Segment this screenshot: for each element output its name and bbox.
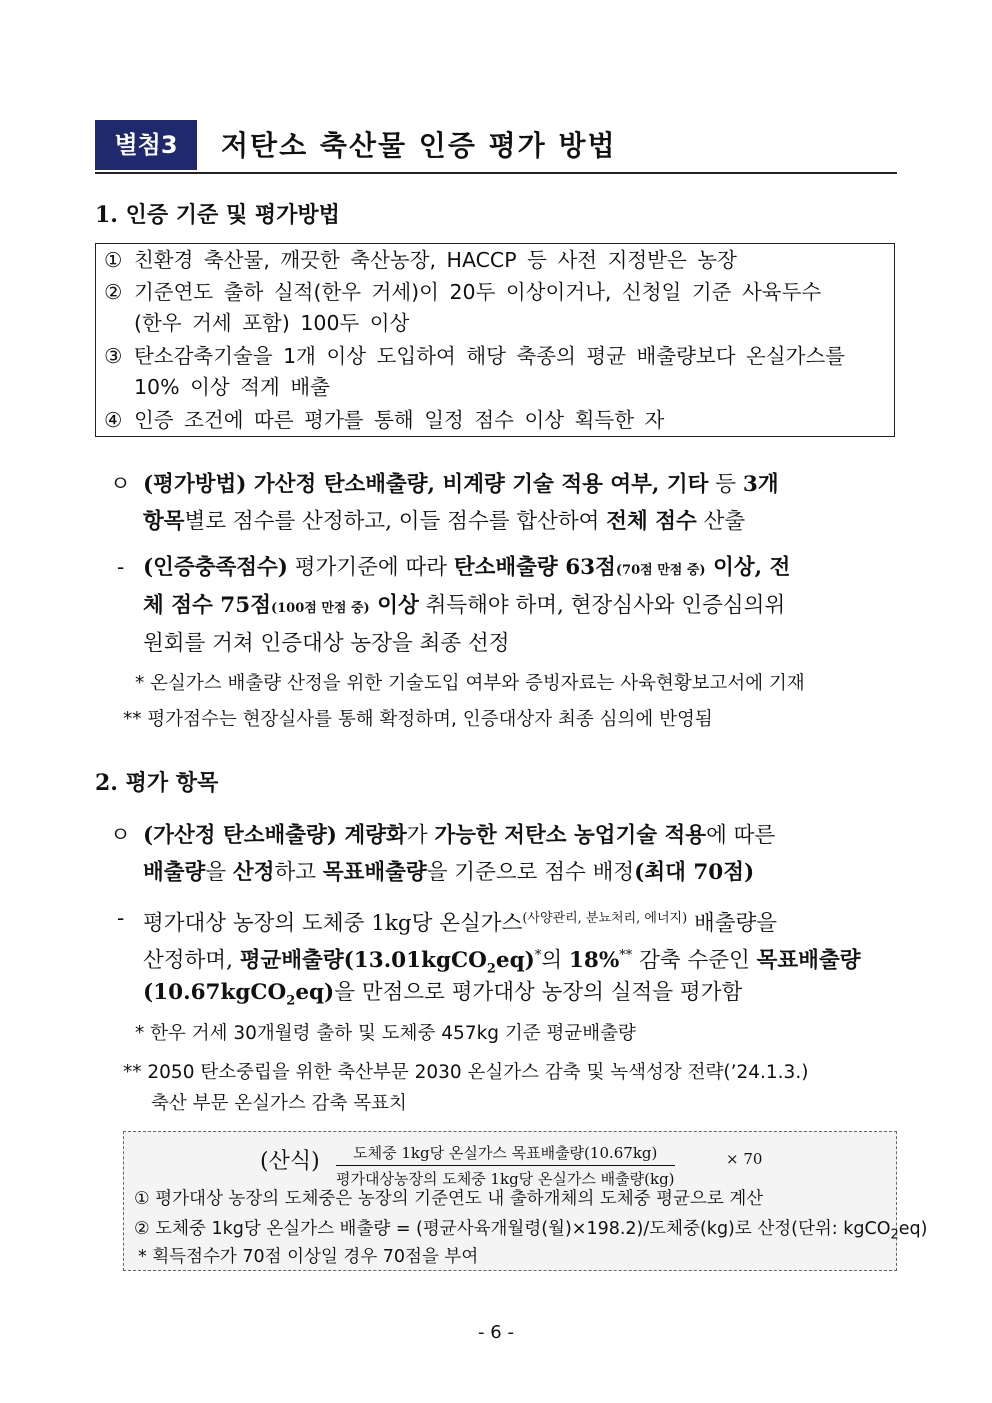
formula-note-1: ① 평가대상 농장의 도체중은 농장의 기준연도 내 출하개체의 도체중 평균으로 계산	[134, 1189, 764, 1209]
criteria-box	[95, 243, 895, 437]
criteria-item-3-cont: 10% 이상 적게 배출	[134, 375, 330, 399]
method-bullet: ㅇ	[110, 472, 131, 497]
section-2-note-1: * 한우 거세 30개월령 출하 및 도체중 457kg 기준 평균배출량	[135, 1023, 636, 1044]
formula-note-2: ② 도체중 1kg당 온실가스 배출량 = (평균사육개월령(월)×198.2)/도체중(kg)로 산정(단위: kgCO$_2$eq)	[134, 1219, 928, 1243]
item-line-1: (가산정 탄소배출량) 계량화가 가능한 저탄소 농업기술 적용에 따른	[143, 823, 776, 848]
formula-label: (산식)	[260, 1149, 320, 1174]
formula-fraction	[336, 1142, 675, 1189]
threshold-line-1: (인증충족점수) 평가기준에 따라 탄소배출량 63점(70점 만점 중) 이상, 전	[143, 555, 791, 580]
page-header	[95, 118, 897, 174]
detail-line-2: 산정하며, 평균배출량(13.01kgCO$_2$eq)*의 18%** 감축 수준인 목표배출량	[143, 948, 861, 977]
threshold-dash: -	[117, 555, 125, 580]
attachment-badge: 별첨3	[95, 120, 197, 170]
detail-line-1: 평가대상 농장의 도체중 1kg당 온실가스$^{(사양관리, 분뇨처리, 에너지)}$ 배출량을	[143, 911, 778, 937]
page-number: - 6 -	[478, 1322, 514, 1343]
section-1-heading: 1. 인증 기준 및 평가방법	[95, 202, 340, 228]
formula-denominator: 평가대상농장의 도체중 1kg당 온실가스 배출량(kg)	[336, 1170, 675, 1188]
method-line-2: 항목별로 점수를 산정하고, 이들 점수를 합산하여 전체 점수 산출	[143, 509, 746, 534]
threshold-line-3: 원회를 거쳐 인증대상 농장을 최종 선정	[143, 631, 510, 656]
detail-dash: -	[117, 906, 125, 931]
section-2-note-2: ** 2050 탄소중립을 위한 축산부문 2030 온실가스 감축 및 녹색성장 전략(’24.1.3.)	[123, 1062, 809, 1083]
section-2-heading: 2. 평가 항목	[95, 770, 219, 796]
criteria-item-2-cont: (한우 거세 포함) 100두 이상	[134, 311, 410, 335]
threshold-line-2: 체 점수 75점(100점 만점 중) 이상 취득해야 하며, 현장심사와 인증심의위	[143, 593, 786, 618]
criteria-item-1: ① 친환경 축산물, 깨끗한 축산농장, HACCP 등 사전 지정받은 농장	[104, 248, 737, 272]
formula-numerator: 도체중 1kg당 온실가스 목표배출량(10.67kg)	[336, 1142, 675, 1166]
detail-line-3: (10.67kgCO$_2$eq)을 만점으로 평가대상 농장의 실적을 평가함	[143, 980, 743, 1009]
formula-multiplier: × 70	[726, 1150, 763, 1168]
section-2-note-2-cont: 축산 부문 온실가스 감축 목표치	[151, 1093, 407, 1114]
item-line-2: 배출량을 산정하고 목표배출량을 기준으로 점수 배정(최대 70점)	[143, 860, 755, 885]
page-title: 저탄소 축산물 인증 평가 방법	[221, 129, 617, 162]
formula-note-3: * 획득점수가 70점 이상일 경우 70점을 부여	[138, 1247, 479, 1267]
criteria-item-3: ③ 탄소감축기술을 1개 이상 도입하여 해당 축종의 평균 배출량보다 온실가스를	[104, 344, 846, 368]
criteria-item-4: ④ 인증 조건에 따른 평가를 통해 일정 점수 이상 획득한 자	[104, 408, 665, 432]
formula-box	[123, 1131, 928, 1271]
section-1-note-1: * 온실가스 배출량 산정을 위한 기술도입 여부와 증빙자료는 사육현황보고서에 기재	[135, 673, 805, 694]
method-line-1: (평가방법) 가산정 탄소배출량, 비계량 기술 적용 여부, 기타 등 3개	[143, 472, 779, 497]
item-bullet: ㅇ	[110, 823, 131, 848]
section-1-note-2: ** 평가점수는 현장실사를 통해 확정하며, 인증대상자 최종 심의에 반영됨	[123, 709, 713, 730]
criteria-item-2: ② 기준연도 출하 실적(한우 거세)이 20두 이상이거나, 신청일 기준 사육두수	[104, 280, 822, 304]
